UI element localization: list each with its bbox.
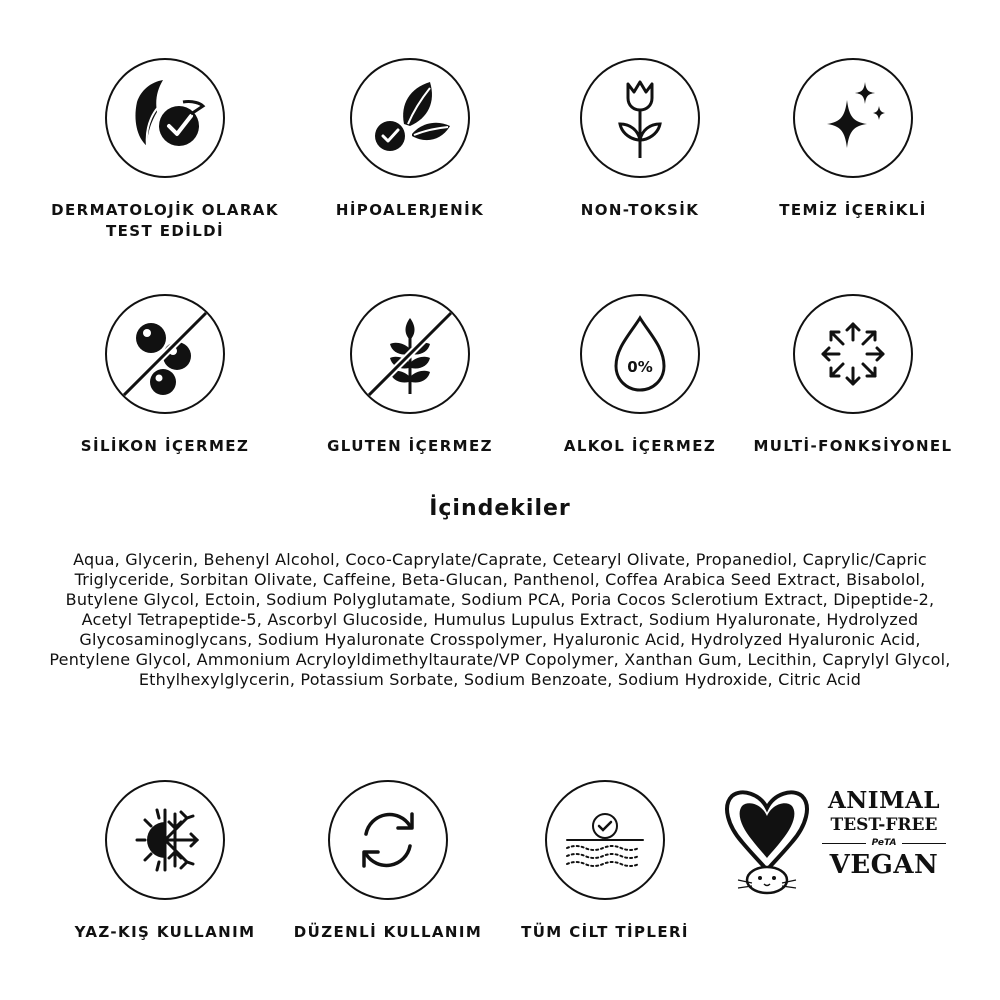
silicone-free-icon — [105, 294, 225, 414]
leaves-check-icon — [350, 58, 470, 178]
multi-arrows-icon — [793, 294, 913, 414]
feature-silicone-free — [40, 294, 290, 457]
badge-animal: ANIMAL — [827, 787, 941, 814]
skin-layers-icon — [545, 780, 665, 900]
feature-label: YAZ-KIŞ KULLANIM — [74, 923, 256, 941]
feature-summer-winter — [40, 780, 290, 943]
feature-label: DERMATOLOJİK OLARAK TEST EDİLDİ — [51, 201, 279, 240]
feature-hypoallergenic — [285, 58, 535, 221]
feature-label: GLUTEN İÇERMEZ — [327, 437, 493, 455]
ingredients-text: Aqua, Glycerin, Behenyl Alcohol, Coco-Caprylate/Caprate, Cetearyl Olivate, Propanediol, Caprylic/Capric Triglyceride, Sorbitan Olivate, Caffeine, Beta-Glucan, Panthenol, Coffea Arabica Seed Extract, Bisabolol, Butylene Glycol, Ectoin, Sodium Polyglutamate, Sodium PCA, Poria Cocos Sclerotium Extract, Dipeptide-2, Acetyl Tetrapeptide-5, Ascorbyl Glucoside, Humulus Lupulus Extract, Sodium Hyaluronate, Hydrolyzed Glycosaminoglycans, Sodium Hyaluronate Crosspolymer, Hyaluronic Acid, Hydrolyzed Hyaluronic Acid, Pentylene Glycol, Ammonium Acryloyldimethyltaurate/VP Copolymer, Xanthan Gum, Lecithin, Caprylyl Glycol, Ethylhexylglycerin, Potassium Sorbate, Sodium Benzoate, Sodium Hydroxide, Citric Acid — [49, 550, 951, 689]
feature-gluten-free — [285, 294, 535, 457]
feature-clean-ingredients — [728, 58, 978, 221]
feature-all-skin-types — [480, 780, 730, 943]
feature-label: TÜM CİLT TİPLERİ — [521, 923, 689, 941]
feature-label: SİLİKON İÇERMEZ — [80, 437, 250, 455]
feature-label: NON-TOKSİK — [580, 201, 700, 219]
peta-bunny-heart-icon — [722, 788, 812, 896]
leaf-checkmark-icon — [105, 58, 225, 178]
badge-vegan: VEGAN — [829, 850, 939, 880]
sun-snowflake-icon — [105, 780, 225, 900]
feature-label: TEMİZ İÇERİKLİ — [779, 201, 927, 219]
gluten-free-icon — [350, 294, 470, 414]
feature-multi-functional — [728, 294, 978, 457]
sparkles-icon — [793, 58, 913, 178]
badge-test-free: TEST-FREE — [830, 815, 938, 835]
feature-label: ALKOL İÇERMEZ — [563, 437, 717, 455]
feature-label: MULTİ-FONKSİYONEL — [753, 437, 953, 455]
tulip-icon — [580, 58, 700, 178]
badge-peta: PeTA — [814, 838, 954, 848]
drop-percent-text: 0% — [627, 358, 653, 376]
feature-regular-use — [263, 780, 513, 943]
feature-label: HİPOALERJENİK — [335, 201, 485, 219]
peta-badge-text — [814, 788, 954, 880]
alcohol-free-drop-icon — [580, 294, 700, 414]
feature-label: DÜZENLİ KULLANIM — [293, 923, 483, 941]
feature-dermatologically-tested — [40, 58, 290, 242]
peta-badge — [722, 788, 962, 898]
refresh-cycle-icon — [328, 780, 448, 900]
ingredients-title: İçindekiler — [429, 496, 571, 521]
